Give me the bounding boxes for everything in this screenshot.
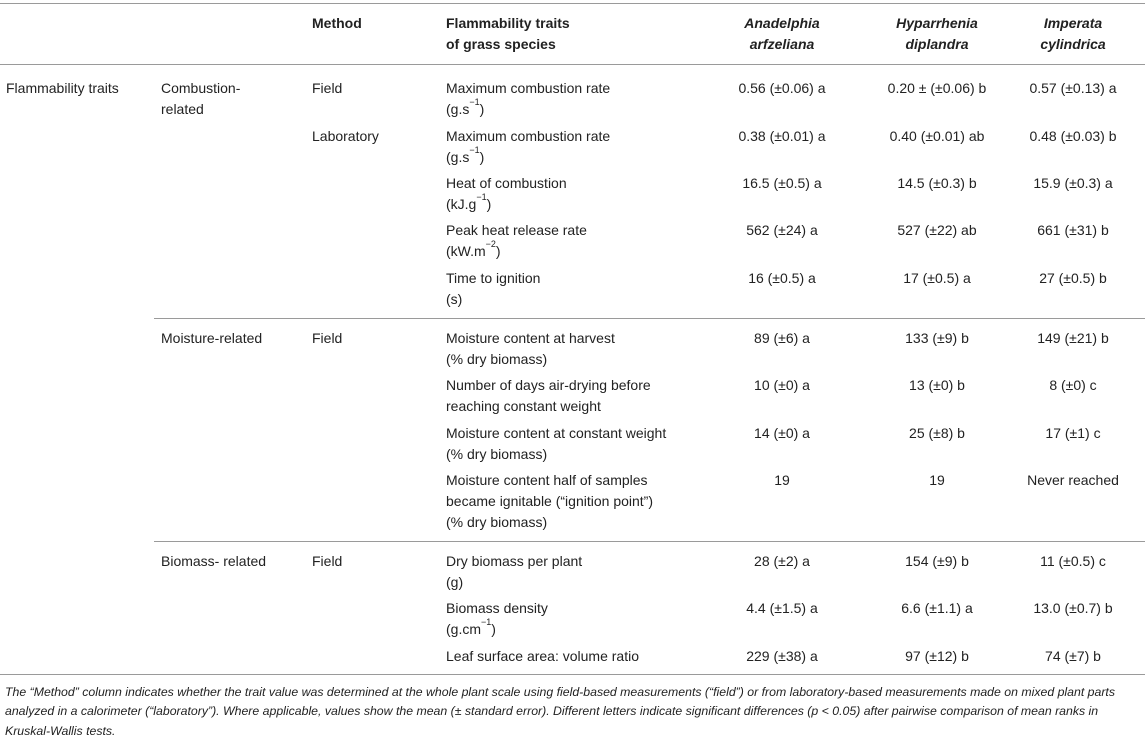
value-cell: 27 (±0.5) b — [1039, 270, 1107, 286]
trait-cell: Number of days air-drying before reaching constant weight — [446, 377, 651, 414]
method-field: Field — [312, 553, 343, 569]
trait-cell: Dry biomass per plant (g) — [446, 553, 583, 590]
group-combustion: Combustion- related — [161, 80, 241, 117]
value-cell: 17 (±1) c — [1045, 425, 1101, 441]
group-biomass: Biomass- related — [161, 553, 267, 569]
value-cell: 19 — [774, 472, 790, 488]
value-cell: 0.38 (±0.01) a — [738, 128, 826, 144]
method-field: Field — [312, 330, 343, 346]
value-cell: 16 (±0.5) a — [748, 270, 816, 286]
trait-cell: Maximum combustion rate $(g.s^{-1})$ — [446, 80, 611, 117]
method-laboratory: Laboratory — [312, 128, 379, 144]
trait-cell: Moisture content half of samples became ignitable (“ignition point”) (% dry biomass) — [446, 472, 653, 530]
value-cell: 11 (±0.5) c — [1040, 553, 1106, 569]
trait-cell: Peak heat release rate $(kW.m^{-2})$ — [446, 222, 587, 259]
trait-cell: Maximum combustion rate $(g.s^{-1})$ — [446, 128, 611, 165]
value-cell: 0.56 (±0.06) a — [738, 80, 826, 96]
value-cell: 16.5 (±0.5) a — [742, 175, 822, 191]
trait-cell: Time to ignition (s) — [446, 270, 541, 307]
value-cell: 13.0 (±0.7) b — [1033, 600, 1113, 616]
value-cell: 74 (±7) b — [1045, 648, 1101, 664]
value-cell: 4.4 (±1.5) a — [746, 600, 818, 616]
trait-cell: Moisture content at harvest (% dry biomass) — [446, 330, 615, 367]
value-cell: 13 (±0) b — [909, 377, 965, 393]
header-method: Method — [312, 15, 362, 31]
category-label: Flammability traits — [6, 80, 119, 96]
group-divider-biomass — [154, 541, 1145, 542]
value-cell: 0.48 (±0.03) b — [1029, 128, 1117, 144]
value-cell: 0.57 (±0.13) a — [1029, 80, 1117, 96]
table-bottom-rule — [0, 674, 1145, 675]
value-cell: 89 (±6) a — [754, 330, 810, 346]
table-top-rule — [0, 3, 1145, 4]
value-cell: 28 (±2) a — [754, 553, 810, 569]
value-cell: 14.5 (±0.3) b — [897, 175, 977, 191]
value-cell: 149 (±21) b — [1037, 330, 1109, 346]
header-bottom-rule — [0, 64, 1145, 65]
value-cell: 527 (±22) ab — [897, 222, 977, 238]
value-cell: 14 (±0) a — [754, 425, 810, 441]
value-cell: 8 (±0) c — [1049, 377, 1097, 393]
value-cell: 661 (±31) b — [1037, 222, 1109, 238]
value-cell: 6.6 (±1.1) a — [901, 600, 973, 616]
method-field: Field — [312, 80, 343, 96]
value-cell: 133 (±9) b — [905, 330, 969, 346]
table-footnote: The “Method” column indicates whether the trait value was determined at the whole plant scale using field-based measurements (“field”) or from laboratory-based measurements made on mixed plant parts analyzed in a calorimeter (“laboratory”). Where applicable, values show the mean (± standard error). Different letters indicate significant differences (p < 0.05) after pairwise comparison of mean ranks in Kruskal-Wallis tests. — [5, 685, 1115, 738]
value-cell: 15.9 (±0.3) a — [1033, 175, 1113, 191]
value-cell: 154 (±9) b — [905, 553, 969, 569]
value-cell: 19 — [929, 472, 945, 488]
value-cell: 10 (±0) a — [754, 377, 810, 393]
group-moisture: Moisture-related — [161, 330, 263, 346]
header-species-hyparrhenia: Hyparrhenia diplandra — [896, 15, 978, 52]
trait-cell: Heat of combustion $(kJ.g^{-1})$ — [446, 175, 567, 212]
value-cell: 17 (±0.5) a — [903, 270, 971, 286]
header-species-imperata: Imperata cylindrica — [1040, 15, 1106, 52]
value-cell: 562 (±24) a — [746, 222, 818, 238]
trait-cell: Leaf surface area: volume ratio — [446, 648, 639, 664]
value-cell: Never reached — [1027, 472, 1119, 488]
header-traits: Flammability traits of grass species — [446, 15, 570, 52]
trait-cell: Moisture content at constant weight (% dry biomass) — [446, 425, 667, 462]
header-species-anadelphia: Anadelphia arfzeliana — [744, 15, 820, 52]
value-cell: 0.40 (±0.01) ab — [889, 128, 985, 144]
value-cell: 25 (±8) b — [909, 425, 965, 441]
trait-cell: Biomass density $(g.cm^{-1})$ — [446, 600, 548, 637]
group-divider-moisture — [154, 318, 1145, 319]
value-cell: 0.20 ± (±0.06) b — [887, 80, 987, 96]
value-cell: 97 (±12) b — [905, 648, 969, 664]
value-cell: 229 (±38) a — [746, 648, 818, 664]
